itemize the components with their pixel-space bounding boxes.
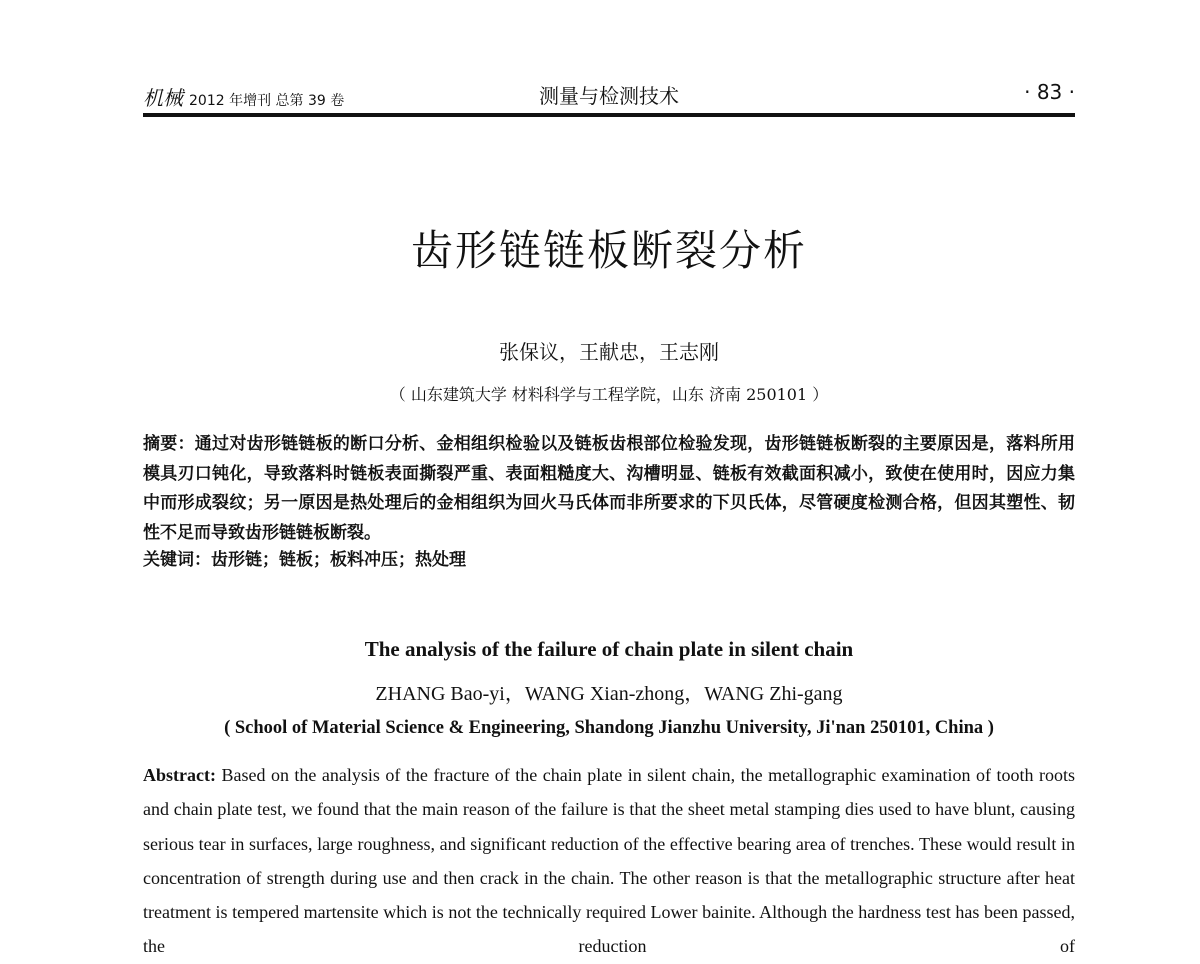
abstract-cn-text: 通过对齿形链链板的断口分析、金相组织检验以及链板齿根部位检验发现，齿形链链板断裂的主要原因是，落料所用模具刃口钝化，导致落料时链板表面撕裂严重、表面粗糙度大、沟槽明显、链板有效截面积减小，致使在使用时，因应力集中而形成裂纹；另一原因是热处理后的金相组织为回火马氏体而非所要求的下贝氏体，尽管硬度检测合格，但因其塑性、韧性不足而导致齿形链链板断裂。: [143, 434, 1076, 543]
keywords-cn: [143, 545, 1075, 570]
title-en: The analysis of the failure of chain plate in silent chain: [364, 637, 854, 661]
abstract-en-text: Based on the analysis of the fracture of the chain plate in silent chain, the metallographic examination of tooth roots and chain plate test, we found that the main reason of the failure is that the sheet metal stamping dies used to have blunt, causing serious tear in surfaces, large roughness, and significant reduction of the effective bearing area of trenches. These would result in concentration of strength during use and then crack in the chain. The other reason is that the metallographic structure after heat treatment is tempered martensite which is not the technically required Lower bainite. Although the hardness test has been passed, the reduction of: [143, 765, 1075, 957]
affiliation-cn: （ 山东建筑大学 材料科学与工程学院，山东 济南 250101 ）: [389, 385, 829, 404]
abstract-cn: [143, 430, 1075, 548]
journal-name: 机械: [143, 86, 183, 110]
section-name: 测量与检测技术: [539, 84, 679, 108]
running-header: [143, 80, 1075, 110]
abstract-cn-label: 摘要：: [143, 434, 195, 454]
page-number: · 83 ·: [1024, 80, 1075, 104]
keywords-cn-label: 关键词：: [143, 550, 211, 570]
authors-en: ZHANG Bao-yi，WANG Xian-zhong，WANG Zhi-gang: [375, 683, 843, 705]
abstract-en-label: Abstract: [143, 765, 210, 785]
issue-info: 2012 年增刊 总第 39 卷: [189, 93, 345, 109]
header-rule: [143, 113, 1075, 117]
affiliation-en: ( School of Material Science & Engineering, Shandong Jianzhu University, Ji'nan 250101, China ): [224, 718, 994, 738]
title-cn: 齿形链链板断裂分析: [410, 226, 807, 275]
authors-cn: 张保议，王献忠，王志刚: [499, 340, 719, 364]
keywords-cn-text: 齿形链；链板；板料冲压；热处理: [211, 550, 466, 570]
abstract-en: Abstract: Based on the analysis of the fracture of the chain plate in silent chain, the metallographic examination of tooth roots and chain plate test, we found that the main reason of the failure is that the sheet metal stamping dies used to have blunt, causing serious tear in surfaces, large roughness, and significant reduction of the effective bearing area of trenches. These would result in concentration of strength during use and then crack in the chain. The other reason is that the metallographic structure after heat treatment is tempered martensite which is not the technically required Lower bainite. Although the hardness test has been passed, the reduction of: [143, 765, 1075, 957]
